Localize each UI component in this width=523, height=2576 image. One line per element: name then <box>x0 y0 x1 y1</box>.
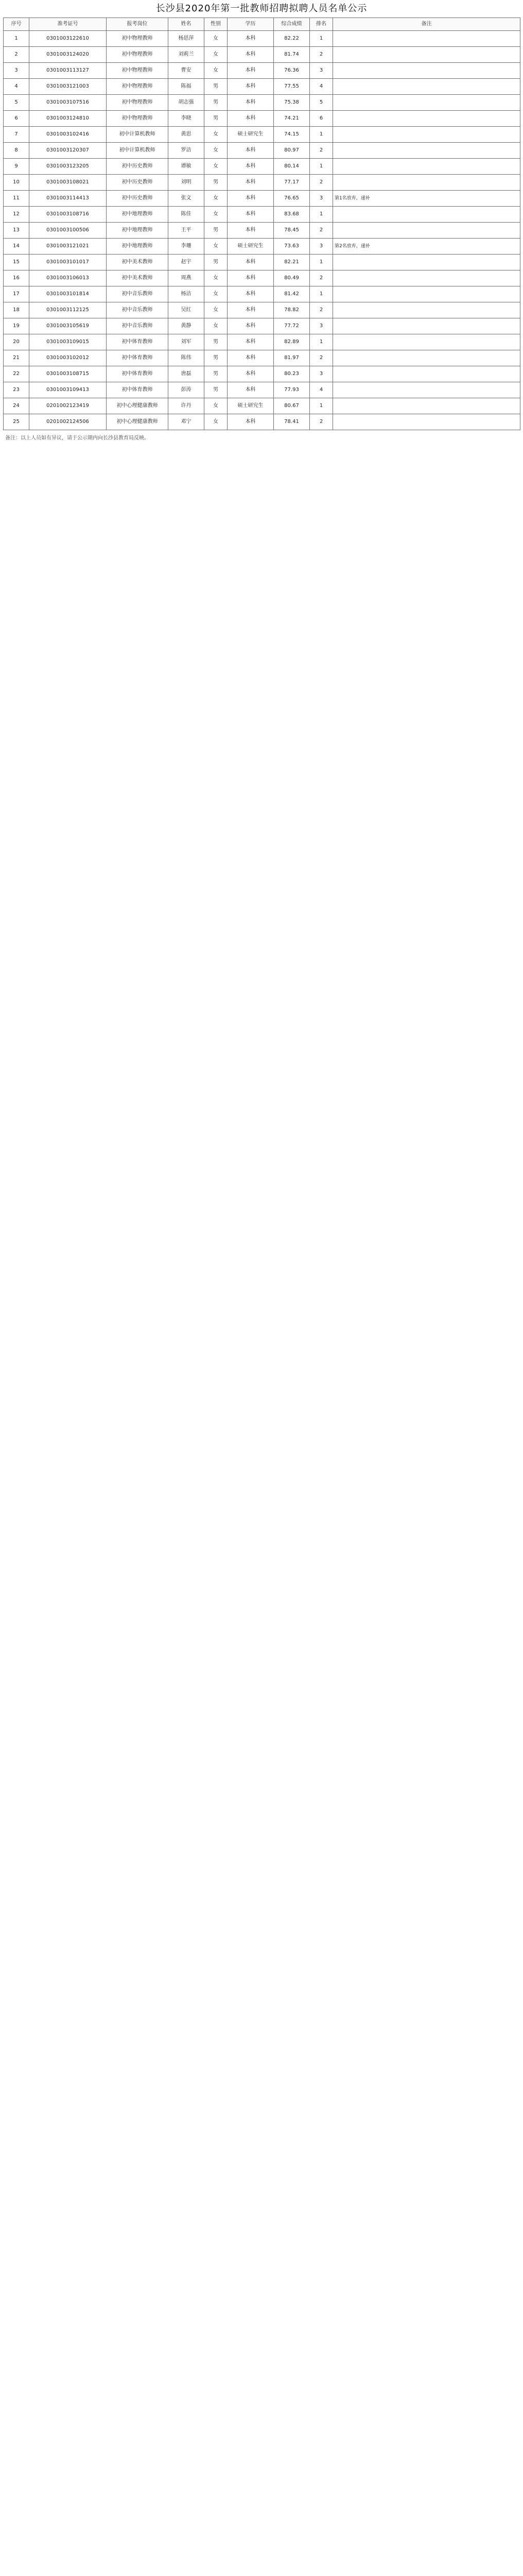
table-cell: 23 <box>4 382 29 398</box>
table-row <box>4 270 520 286</box>
table-row <box>4 95 520 111</box>
table-cell: 女 <box>204 239 228 255</box>
table-cell: 2 <box>310 270 333 286</box>
table-row <box>4 286 520 302</box>
column-header: 排名 <box>310 18 333 31</box>
table-cell: 本科 <box>228 382 274 398</box>
table-cell: 0301003102416 <box>29 127 107 143</box>
table-cell: 3 <box>310 191 333 207</box>
table-cell <box>333 398 520 414</box>
table-cell: 0201002123419 <box>29 398 107 414</box>
table-row <box>4 239 520 255</box>
table-cell: 0301003120307 <box>29 143 107 159</box>
table-cell: 王平 <box>168 223 204 239</box>
table-cell: 0301003113127 <box>29 63 107 79</box>
table-cell: 24 <box>4 398 29 414</box>
table-cell: 黄静 <box>168 318 204 334</box>
table-cell: 本科 <box>228 366 274 382</box>
table-cell: 初中心理健康教师 <box>107 414 168 430</box>
table-cell: 女 <box>204 207 228 223</box>
table-cell <box>333 255 520 270</box>
table-cell: 3 <box>310 63 333 79</box>
table-cell: 硕士研究生 <box>228 239 274 255</box>
column-header: 姓名 <box>168 18 204 31</box>
table-cell: 3 <box>4 63 29 79</box>
table-row <box>4 255 520 270</box>
table-cell: 本科 <box>228 255 274 270</box>
table-cell: 19 <box>4 318 29 334</box>
table-cell: 0301003122610 <box>29 31 107 47</box>
table-cell: 本科 <box>228 223 274 239</box>
table-cell: 初中音乐教师 <box>107 302 168 318</box>
table-cell: 第2名放弃，递补 <box>333 239 520 255</box>
table-cell: 李珊 <box>168 239 204 255</box>
table-cell: 初中物理教师 <box>107 79 168 95</box>
table-row <box>4 111 520 127</box>
table-cell: 吴红 <box>168 302 204 318</box>
table-cell: 81.97 <box>274 350 310 366</box>
page-title: 长沙县2020年第一批教师招聘拟聘人员名单公示 <box>155 3 368 14</box>
table-cell: 1 <box>310 255 333 270</box>
table-cell: 初中地理教师 <box>107 239 168 255</box>
table-cell: 本科 <box>228 414 274 430</box>
table-cell: 80.67 <box>274 398 310 414</box>
column-header: 综合成绩 <box>274 18 310 31</box>
table-cell: 82.89 <box>274 334 310 350</box>
table-cell: 初中历史教师 <box>107 191 168 207</box>
table-cell <box>333 95 520 111</box>
table-cell: 0301003124810 <box>29 111 107 127</box>
table-cell: 0301003105619 <box>29 318 107 334</box>
table-cell: 14 <box>4 239 29 255</box>
table-cell: 女 <box>204 143 228 159</box>
table-cell: 81.74 <box>274 47 310 63</box>
table-cell: 0301003124020 <box>29 47 107 63</box>
table-cell <box>333 159 520 175</box>
table-cell: 本科 <box>228 79 274 95</box>
table-cell: 初中美术教师 <box>107 270 168 286</box>
table-cell: 2 <box>4 47 29 63</box>
table-cell: 女 <box>204 398 228 414</box>
table-cell: 1 <box>310 31 333 47</box>
table-cell: 男 <box>204 175 228 191</box>
table-cell: 男 <box>204 334 228 350</box>
table-cell: 本科 <box>228 191 274 207</box>
table-cell: 7 <box>4 127 29 143</box>
table-cell: 1 <box>4 31 29 47</box>
table-cell: 77.93 <box>274 382 310 398</box>
table-cell: 1 <box>310 207 333 223</box>
table-cell: 75.38 <box>274 95 310 111</box>
table-cell: 74.21 <box>274 111 310 127</box>
table-cell: 3 <box>310 366 333 382</box>
table-cell: 初中物理教师 <box>107 63 168 79</box>
table-cell: 20 <box>4 334 29 350</box>
table-cell: 硕士研究生 <box>228 127 274 143</box>
table-cell: 男 <box>204 350 228 366</box>
table-cell: 女 <box>204 318 228 334</box>
table-cell: 本科 <box>228 350 274 366</box>
table-cell: 0301003108021 <box>29 175 107 191</box>
table-row <box>4 382 520 398</box>
table-cell: 1 <box>310 334 333 350</box>
table-cell <box>333 143 520 159</box>
table-row <box>4 191 520 207</box>
table-cell: 男 <box>204 255 228 270</box>
table-cell: 0301003100506 <box>29 223 107 239</box>
column-header: 学历 <box>228 18 274 31</box>
table-cell: 77.72 <box>274 318 310 334</box>
table-cell: 0301003107516 <box>29 95 107 111</box>
table-cell: 刘莉兰 <box>168 47 204 63</box>
table-cell: 0301003112125 <box>29 302 107 318</box>
table-cell: 女 <box>204 270 228 286</box>
table-cell <box>333 318 520 334</box>
table-cell <box>333 286 520 302</box>
table-cell: 0301003109413 <box>29 382 107 398</box>
table-cell: 初中计算机教师 <box>107 127 168 143</box>
table-cell: 本科 <box>228 175 274 191</box>
table-cell: 77.55 <box>274 79 310 95</box>
table-cell <box>333 175 520 191</box>
table-row <box>4 334 520 350</box>
table-cell: 本科 <box>228 63 274 79</box>
table-cell <box>333 270 520 286</box>
table-row <box>4 79 520 95</box>
table-row <box>4 318 520 334</box>
table-row <box>4 127 520 143</box>
table-row <box>4 47 520 63</box>
table-cell: 82.21 <box>274 255 310 270</box>
table-cell: 10 <box>4 175 29 191</box>
table-cell: 罗洁 <box>168 143 204 159</box>
table-cell: 杨思萍 <box>168 31 204 47</box>
table-cell: 0301003108715 <box>29 366 107 382</box>
table-cell: 男 <box>204 95 228 111</box>
table-cell: 第1名放弃，递补 <box>333 191 520 207</box>
table-body <box>4 31 520 430</box>
table-cell: 女 <box>204 127 228 143</box>
table-cell: 3 <box>310 318 333 334</box>
table-cell <box>333 302 520 318</box>
table-cell: 女 <box>204 286 228 302</box>
table-row <box>4 223 520 239</box>
table-cell: 6 <box>310 111 333 127</box>
table-cell: 周燕 <box>168 270 204 286</box>
table-row <box>4 207 520 223</box>
table-cell: 本科 <box>228 286 274 302</box>
table-cell: 4 <box>310 382 333 398</box>
table-cell: 2 <box>310 302 333 318</box>
table-cell: 6 <box>4 111 29 127</box>
table-cell: 11 <box>4 191 29 207</box>
table-cell <box>333 366 520 382</box>
table-cell: 本科 <box>228 143 274 159</box>
table-cell: 78.82 <box>274 302 310 318</box>
table-cell: 谭敏 <box>168 159 204 175</box>
table-cell <box>333 31 520 47</box>
table-cell: 曹安 <box>168 63 204 79</box>
table-cell: 初中体育教师 <box>107 334 168 350</box>
table-cell <box>333 334 520 350</box>
table-cell: 赵宇 <box>168 255 204 270</box>
table-row <box>4 302 520 318</box>
table-cell: 女 <box>204 47 228 63</box>
table-cell <box>333 63 520 79</box>
table-cell: 胡志强 <box>168 95 204 111</box>
table-cell: 0301003121021 <box>29 239 107 255</box>
table-row <box>4 63 520 79</box>
table-cell <box>333 207 520 223</box>
table-row <box>4 143 520 159</box>
candidate-table <box>3 18 520 430</box>
table-cell: 彭涛 <box>168 382 204 398</box>
table-cell: 16 <box>4 270 29 286</box>
table-cell: 初中音乐教师 <box>107 318 168 334</box>
table-cell: 0301003123205 <box>29 159 107 175</box>
table-cell: 女 <box>204 31 228 47</box>
table-cell: 73.63 <box>274 239 310 255</box>
table-row <box>4 350 520 366</box>
table-cell: 77.17 <box>274 175 310 191</box>
table-cell: 18 <box>4 302 29 318</box>
table-cell: 初中心理健康教师 <box>107 398 168 414</box>
table-cell: 0301003114413 <box>29 191 107 207</box>
table-cell: 初中历史教师 <box>107 175 168 191</box>
table-cell: 女 <box>204 414 228 430</box>
table-cell: 初中美术教师 <box>107 255 168 270</box>
table-cell <box>333 111 520 127</box>
table-cell: 21 <box>4 350 29 366</box>
table-cell <box>333 79 520 95</box>
table-cell: 1 <box>310 286 333 302</box>
table-cell: 12 <box>4 207 29 223</box>
column-header: 准考证号 <box>29 18 107 31</box>
table-cell: 0201002124506 <box>29 414 107 430</box>
table-cell: 15 <box>4 255 29 270</box>
table-cell <box>333 47 520 63</box>
table-cell: 81.42 <box>274 286 310 302</box>
table-cell: 本科 <box>228 334 274 350</box>
table-cell: 2 <box>310 175 333 191</box>
table-cell: 80.49 <box>274 270 310 286</box>
table-cell: 0301003102012 <box>29 350 107 366</box>
table-cell: 2 <box>310 414 333 430</box>
column-header: 序号 <box>4 18 29 31</box>
table-cell: 5 <box>310 95 333 111</box>
table-cell: 刘军 <box>168 334 204 350</box>
table-cell: 初中物理教师 <box>107 31 168 47</box>
table-cell: 初中历史教师 <box>107 159 168 175</box>
table-cell: 2 <box>310 143 333 159</box>
table-cell: 初中计算机教师 <box>107 143 168 159</box>
table-row <box>4 398 520 414</box>
table-cell: 女 <box>204 159 228 175</box>
table-cell: 邓宁 <box>168 414 204 430</box>
table-cell <box>333 382 520 398</box>
table-cell <box>333 127 520 143</box>
table-cell: 陈福 <box>168 79 204 95</box>
table-row <box>4 414 520 430</box>
table-cell: 0301003121003 <box>29 79 107 95</box>
table-cell: 2 <box>310 47 333 63</box>
table-cell: 0301003106013 <box>29 270 107 286</box>
table-cell: 本科 <box>228 47 274 63</box>
table-cell: 男 <box>204 382 228 398</box>
table-cell: 2 <box>310 350 333 366</box>
table-cell: 83.68 <box>274 207 310 223</box>
column-header: 性别 <box>204 18 228 31</box>
table-cell: 初中物理教师 <box>107 47 168 63</box>
table-cell: 初中体育教师 <box>107 366 168 382</box>
table-cell: 2 <box>310 223 333 239</box>
table-cell: 杨洁 <box>168 286 204 302</box>
table-cell: 李晓 <box>168 111 204 127</box>
table-cell: 74.15 <box>274 127 310 143</box>
table-cell: 本科 <box>228 159 274 175</box>
column-header: 报考岗位 <box>107 18 168 31</box>
table-cell: 唐磊 <box>168 366 204 382</box>
table-cell: 25 <box>4 414 29 430</box>
table-cell: 初中地理教师 <box>107 223 168 239</box>
table-cell: 本科 <box>228 95 274 111</box>
table-cell: 女 <box>204 63 228 79</box>
table-cell: 82.22 <box>274 31 310 47</box>
column-header: 备注 <box>333 18 520 31</box>
table-cell: 13 <box>4 223 29 239</box>
table-cell: 本科 <box>228 111 274 127</box>
table-cell: 硕士研究生 <box>228 398 274 414</box>
footer-note: 备注：以上人员如有异议，请于公示期内向长沙县教育局反映。 <box>5 435 149 441</box>
table-cell: 9 <box>4 159 29 175</box>
table-cell: 8 <box>4 143 29 159</box>
table-cell: 本科 <box>228 31 274 47</box>
table-cell: 80.97 <box>274 143 310 159</box>
table-cell: 男 <box>204 79 228 95</box>
table-cell: 男 <box>204 366 228 382</box>
table-cell: 80.14 <box>274 159 310 175</box>
table-row <box>4 175 520 191</box>
table-cell: 0301003101017 <box>29 255 107 270</box>
table-cell: 80.23 <box>274 366 310 382</box>
table-cell: 许丹 <box>168 398 204 414</box>
table-cell: 刘明 <box>168 175 204 191</box>
table-cell: 初中音乐教师 <box>107 286 168 302</box>
table-cell: 4 <box>4 79 29 95</box>
table-cell: 4 <box>310 79 333 95</box>
table-cell: 3 <box>310 239 333 255</box>
table-cell: 张文 <box>168 191 204 207</box>
table-cell: 0301003101814 <box>29 286 107 302</box>
table-cell: 陈伟 <box>168 350 204 366</box>
table-cell: 76.36 <box>274 63 310 79</box>
table-cell: 陈佳 <box>168 207 204 223</box>
table-cell: 1 <box>310 398 333 414</box>
table-cell: 1 <box>310 127 333 143</box>
table-cell: 男 <box>204 111 228 127</box>
table-cell <box>333 223 520 239</box>
table-cell: 本科 <box>228 207 274 223</box>
table-cell: 0301003109015 <box>29 334 107 350</box>
table-cell: 1 <box>310 159 333 175</box>
table-cell: 78.45 <box>274 223 310 239</box>
table-cell: 初中物理教师 <box>107 111 168 127</box>
table-cell: 本科 <box>228 318 274 334</box>
table-cell: 本科 <box>228 302 274 318</box>
table-header-row <box>4 18 520 31</box>
table-cell: 22 <box>4 366 29 382</box>
table-cell: 78.41 <box>274 414 310 430</box>
table-cell: 黄思 <box>168 127 204 143</box>
table-cell: 初中物理教师 <box>107 95 168 111</box>
table-cell: 男 <box>204 223 228 239</box>
table-cell: 初中地理教师 <box>107 207 168 223</box>
table-cell <box>333 414 520 430</box>
table-cell: 女 <box>204 191 228 207</box>
table-cell: 初中体育教师 <box>107 350 168 366</box>
table-row <box>4 31 520 47</box>
table-cell: 17 <box>4 286 29 302</box>
table-row <box>4 366 520 382</box>
table-cell: 本科 <box>228 270 274 286</box>
table-cell: 0301003108716 <box>29 207 107 223</box>
table-cell: 初中体育教师 <box>107 382 168 398</box>
table-cell: 76.65 <box>274 191 310 207</box>
table-cell: 女 <box>204 302 228 318</box>
table-cell <box>333 350 520 366</box>
table-row <box>4 159 520 175</box>
table-cell: 5 <box>4 95 29 111</box>
